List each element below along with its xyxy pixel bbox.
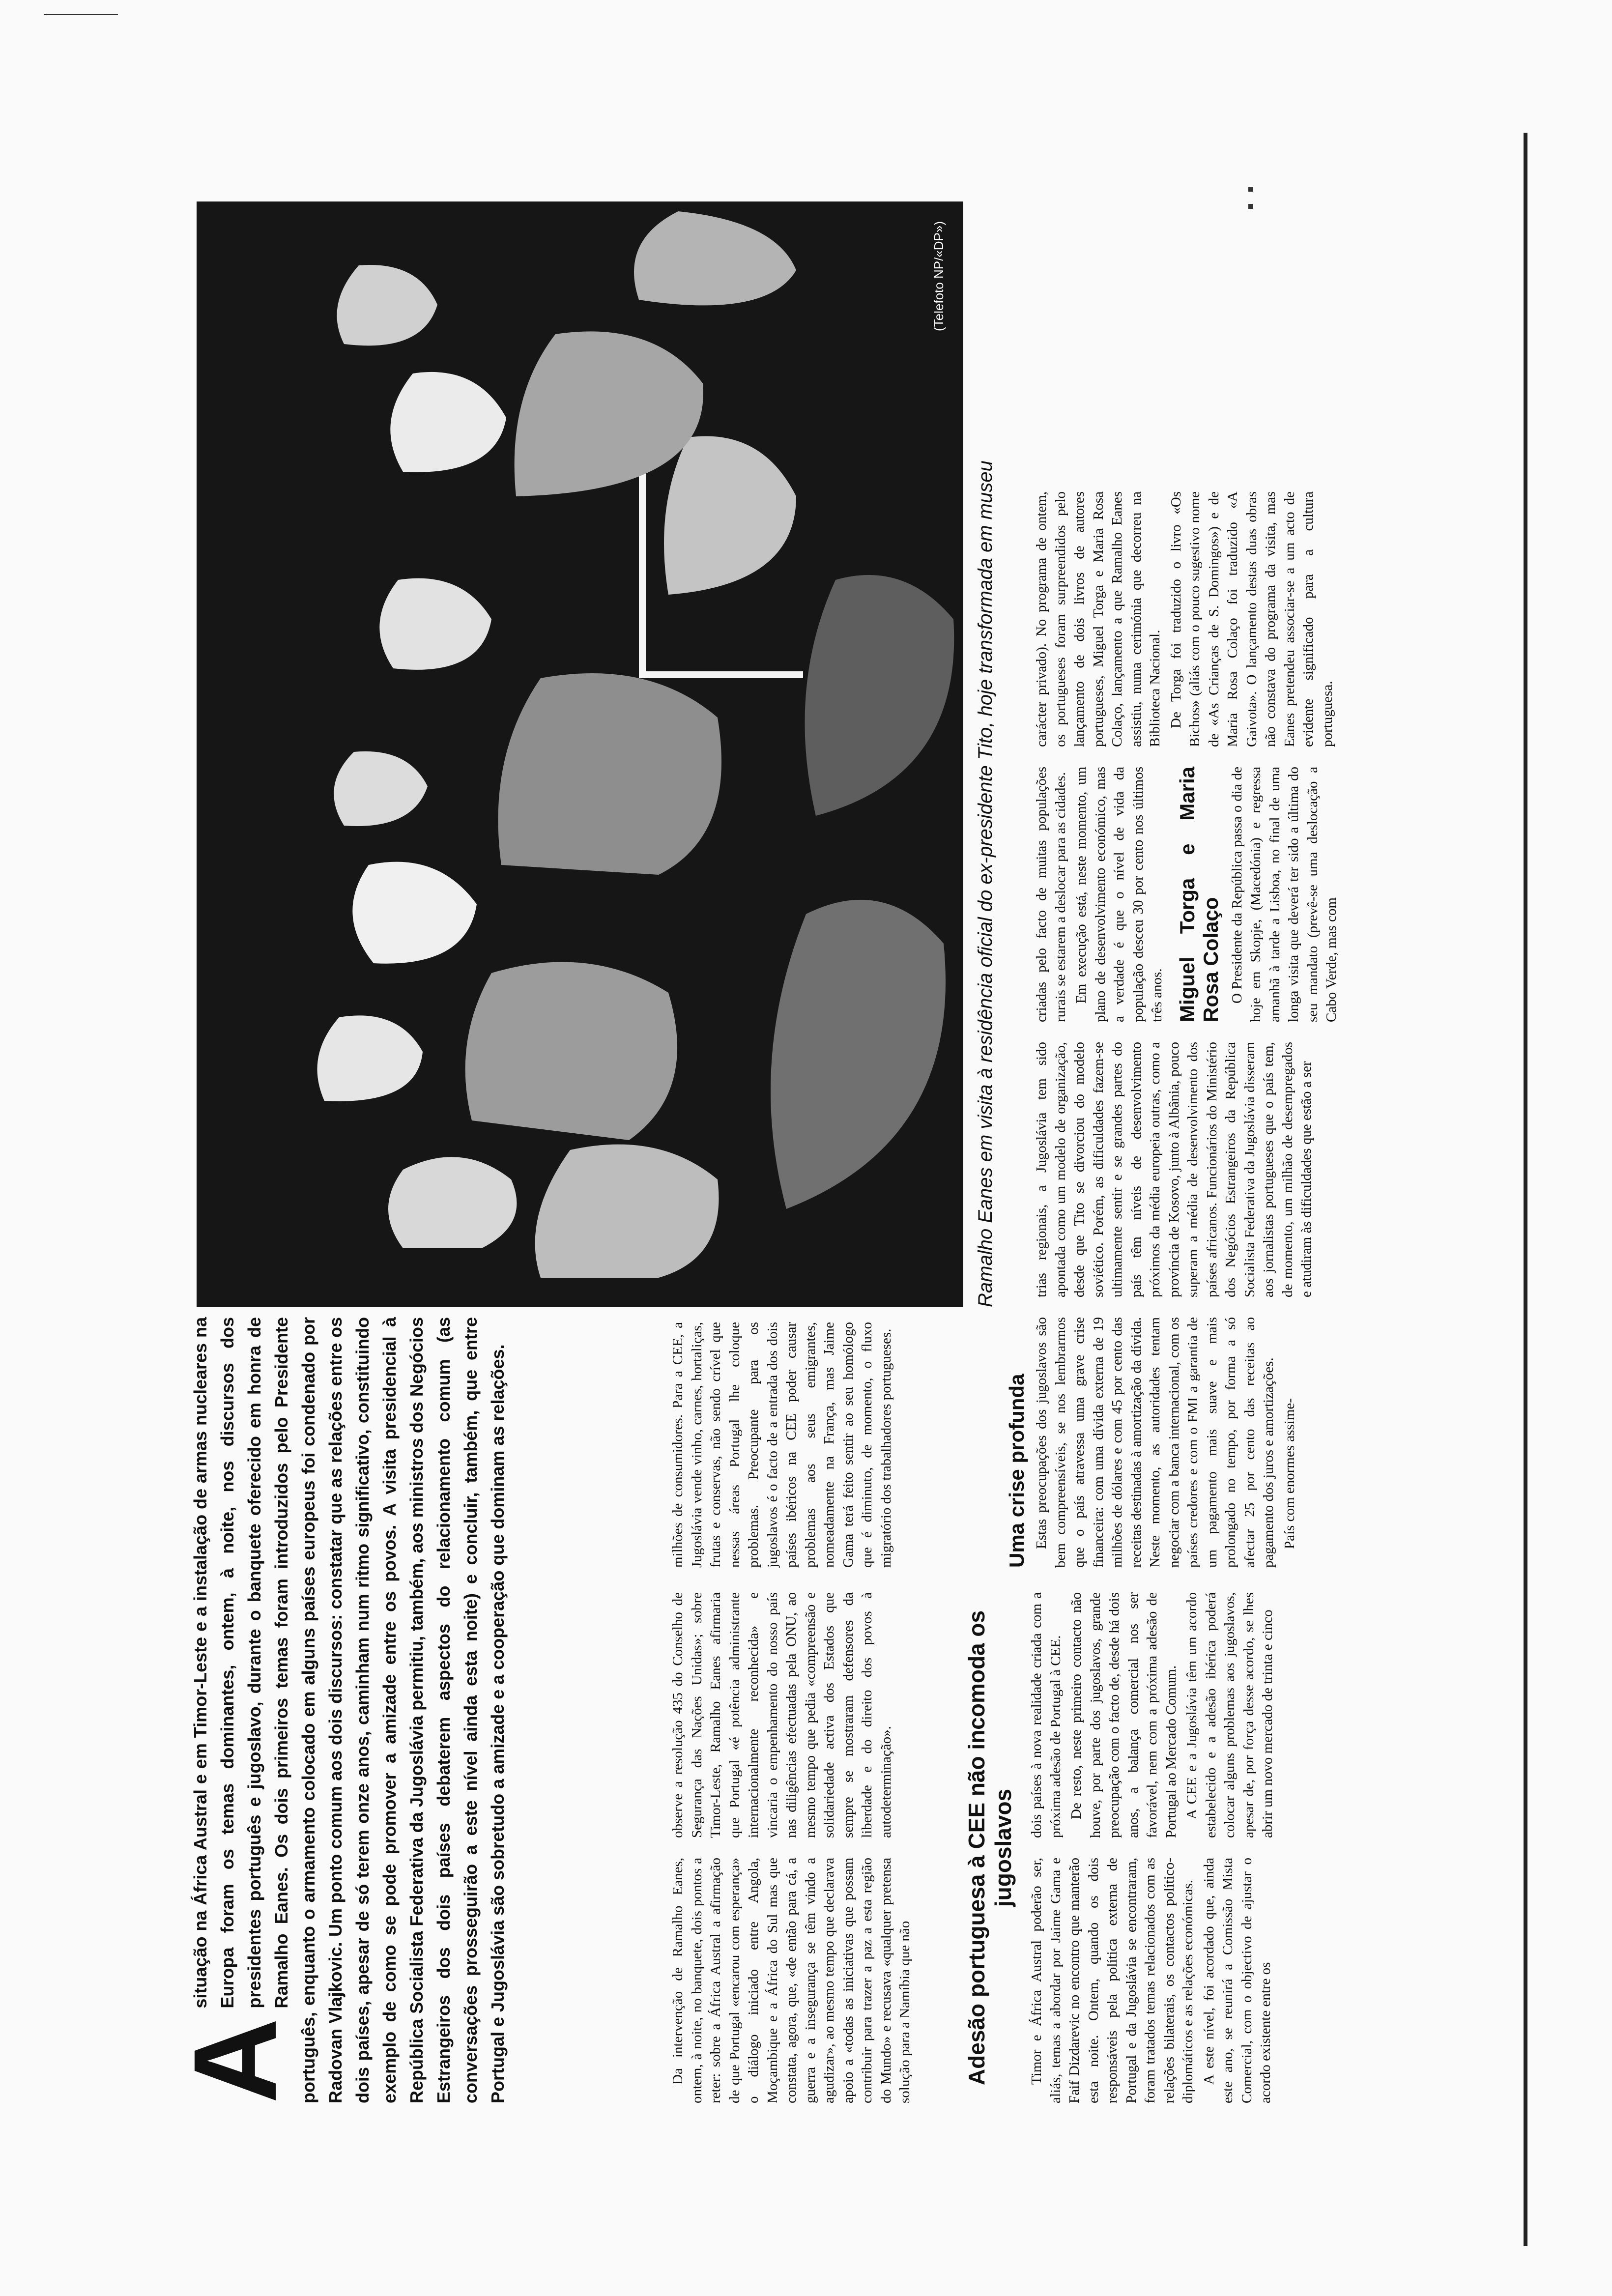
news-photo	[197, 201, 963, 1307]
paragraph: Estas preocupações dos jugoslavos são bem compreensíveis, se nos lembrarmos que o país atravessa uma grave crise financeira: com uma dívida externa de 19 milhões de dólares e com 45 por cento das receitas destinadas à amortização da dívida. Neste momento, as autoridades tentam negociar com a banca internacional, com os países credores e com o FMI a garantia de um pagamento mais suave e mais prolongado no tempo, por forma a só afectar 25 por cento das receitas ao pagamento dos juros e amortizações.	[1034, 1317, 1276, 1568]
paragraph: observe a resolução 435 do Conselho de Segurança das Nações Unidas»; sobre Timor-Leste, Ramalho Eanes afirmaria que Portugal «é potência administrante internacionalmente reconhecida» e vincaria o empenhamento do nosso país nas diligências efectuadas pela ONU, ao mesmo tempo que pedia «compreensão e solidariedade activa dos Estados que sempre se mostraram defensores da liberdade e do direito dos povos à autodeterminação».	[670, 1592, 894, 1838]
paragraph: De resto, neste primeiro contacto não houve, por parte dos jugoslavos, grande preocupação com o facto de, desde há dois anos, a balança comercial nos ser favorável, nem com a próxima adesão de Portugal ao Mercado Comum.	[1068, 1592, 1179, 1838]
article-column-b3	[1032, 1317, 1301, 1568]
article-column-2	[668, 1592, 897, 1838]
section-heading-cee: Adesão portuguesa à CEE não incomoda os jugoslavos	[964, 1610, 1016, 2086]
lead-paragraph	[169, 1317, 659, 2103]
article-column-1	[668, 1858, 917, 2103]
section-heading-torga: Miguel Torga e Maria Rosa Colaço	[1175, 767, 1222, 1022]
article-column-b4	[1032, 1042, 1318, 1297]
newspaper-clipping	[169, 187, 1514, 2103]
article-column-3	[668, 1322, 897, 1568]
paragraph: Da intervenção de Ramalho Eanes, ontem, à noite, no banquete, dois pontos a reter: sobre a África Austral a afirmação de que Portugal «encarou com esperança» o diálogo iniciado entre Angola, Moçambique e a África do Sul mas que constata, agora, que, «de então para cá, a guerra e a insegurança se têm vindo a agudizar», ao mesmo tempo que declarava apoio a «todas as iniciativas que possam contribuir para trazer a paz a esta região do Mundo» e recusava «qualquer pretensa solução para a Namíbia que não	[670, 1858, 913, 2103]
scan-mark	[44, 14, 118, 15]
section-heading-crise: Uma crise profunda	[1005, 1374, 1028, 1568]
article-column-b6	[1032, 491, 1339, 747]
paragraph: O Presidente da República passa o dia de hoje em Skopje, (Macedónia) e regressa amanhã à tarde a Lisboa, no final de uma longa visita que deverá ter sido a última do seu mandato (prevê-se uma deslocação a Cabo Verde, mas com	[1229, 767, 1339, 1022]
column-rule	[1524, 133, 1527, 2246]
paragraph: trias regionais, a Jugoslávia tem sido apontada como um modelo de organização, desde que Tito se divorciou do modelo soviético. Porém, as dificuldades fazem-se ultimamente sentir e se grandes partes do país têm níveis de desenvolvimento próximos da média europeia outras, como a província de Kosovo, junto à Albânia, pouco superam a média de desenvolvimento dos países africanos. Funcionários do Ministério dos Negócios Estrangeiros da República Socialista Federativa da Jugoslávia disseram aos jornalistas portugueses que o país tem, de momento, um milhão de desempregados e atudiram às dificuldades que estão a ser	[1034, 1042, 1314, 1297]
paragraph: dois países à nova realidade criada com a próxima adesão de Portugal à CEE.	[1029, 1592, 1064, 1838]
photo-image	[197, 201, 963, 1307]
drop-cap: A	[169, 2018, 301, 2103]
paragraph: A CEE e a Jugoslávia têm um acordo estabelecido e a adesão ibérica poderá colocar alguns problemas aos jugoslavos, apesar de, por força desse acordo, se lhes abrir um novo mercado de trinta e cinco	[1184, 1592, 1275, 1838]
paragraph: criadas pelo facto de muitas populações rurais se estarem a deslocar para as cidades.	[1034, 767, 1068, 1022]
photo-credit: (Telefoto NP/«DP»)	[931, 221, 946, 331]
paragraph: País com enormes assime-	[1281, 1398, 1297, 1549]
paragraph: Em execução está, neste momento, um plano de desenvolvimento económico, mas a verdade é que o nível de vida da população desceu 30 por cento nos últimos três anos.	[1073, 767, 1165, 1022]
paragraph: milhões de consumidores. Para a CEE, a Jugoslávia vende vinho, carnes, hortaliças, frutas e conservas, não sendo crível que nessas áreas Portugal lhe coloque problemas. Preocupante para os jugoslavos é o facto de a entrada dos dois países ibéricos na CEE poder causar problemas aos seus emigrantes, nomeadamente na França, mas Jaime Gama terá feito sentir ao seu homólogo que é diminuto, de momento, o fluxo migratório dos trabalhadores portugueses.	[670, 1322, 894, 1568]
paragraph: carácter privado). No programa de ontem, os portugueses foram surpreendidos pelo lançamento de dois livros de autores portugueses, Miguel Torga e Maria Rosa Colaço, lançamento a que Ramalho Eanes assistiu, numa cerimónia que decorreu na Biblioteca Nacional.	[1034, 491, 1163, 747]
lead-text: situação na África Austral e em Timor-Leste e a instalação de armas nucleares na Europa foram os temas dominantes, ontem, à noite, nos discursos dos presidentes português e jugoslavo, durante o banquete oferecido em honra de Ramalho Eanes. Os dois primeiros temas foram introduzidos pelo Presidente português, enquanto o armamento colocado em alguns países europeus foi condenado por Radovan Vlajkovic. Um ponto comum aos dois discursos: constatar que as relações entre os dois países, apesar de só terem onze anos, caminham num ritmo significativo, constituindo exemplo de como se pode promover a amizade entre os povos. A visita presidencial à República Socialista Federativa da Jugoslávia permitiu, também, aos ministros dos Negócios Estrangeiros dos dois países debaterem aspectos do relacionamento comum (as conversações prosseguirão a este nível ainda esta noite) e concluir, também, que entre Portugal e Jugoslávia são sobretudo a amizade e a cooperação que dominam as relações.	[190, 1317, 508, 2103]
article-column-b5	[1032, 767, 1343, 1022]
photo-caption: Ramalho Eanes em visita à residência oficial do ex-presidente Tito, hoje transformada em museu	[975, 460, 996, 1307]
paragraph: A este nível, foi acordado que, ainda este ano, se reunirá a Comissão Mista Comercial, com o objectivo de ajustar o acordo existente entre os	[1201, 1858, 1273, 2103]
article-column-b1	[1027, 1858, 1277, 2103]
paragraph: Timor e África Austral poderão ser, aliás, temas a abordar por Jaime Gama e Faif Dizdarevic no encontro que manterão esta noite. Ontem, quando os dois responsáveis pela política externa de Portugal e da Jugoslávia se encontraram, foram tratados temas relacionados com as relações bilaterais, os contactos político-diplomáticos e as relações económicas.	[1029, 1858, 1196, 2103]
paragraph: De Torga foi traduzido o livro «Os Bichos» (aliás com o pouco sugestivo nome de «As Crianças de S. Domingos») e de Maria Rosa Colaço foi traduzido «A Gaivota». O lançamento destas duas obras não constava do programa da visita, mas Eanes pretendeu associar-se a um acto de evidente significado para a cultura portuguesa.	[1168, 491, 1335, 747]
article-column-b2	[1027, 1592, 1279, 1838]
